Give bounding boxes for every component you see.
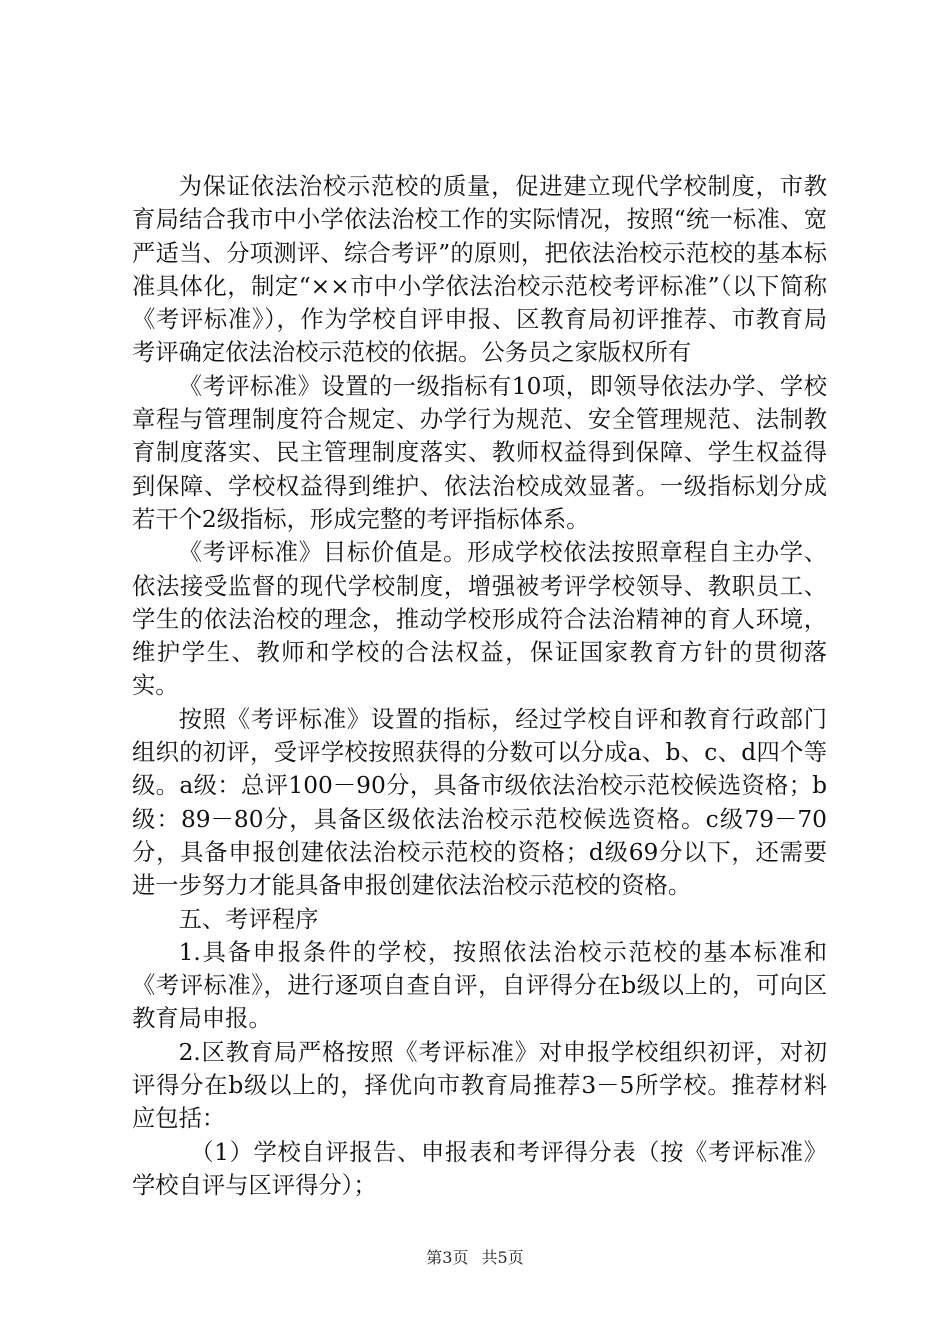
section-heading-procedure: 五、考评程序 xyxy=(178,905,319,933)
procedure-step-2: 2.区教育局严格按照《考评标准》对申报学校组织初评，对初评得分在b级以上的，择优向市教育局推荐3－5所学校。推荐材料应包括： xyxy=(132,1038,827,1133)
page-number: 第3页 xyxy=(426,1248,469,1267)
paragraph-target-value: 《考评标准》目标价值是。形成学校依法按照章程自主办学、依法接受监督的现代学校制度，增强被考评学校领导、教职员工、学生的依法治校的理念，推动学校形成符合法治精神的育人环境，维护学生、教师和学校的合法权益，保证国家教育方针的贯彻落实。 xyxy=(132,539,827,700)
procedure-material-1: （1）学校自评报告、申报表和考评得分表（按《考评标准》学校自评与区评得分）； xyxy=(132,1138,827,1199)
page-footer xyxy=(0,1245,950,1268)
page-total: 共5页 xyxy=(481,1248,524,1267)
document-body xyxy=(132,170,827,1202)
procedure-step-1: 1.具备申报条件的学校，按照依法治校示范校的基本标准和《考评标准》，进行逐项自查自评，自评得分在b级以上的，可向区教育局申报。 xyxy=(132,938,827,1033)
paragraph-intro: 为保证依法治校示范校的质量，促进建立现代学校制度，市教育局结合我市中小学依法治校工作的实际情况，按照“统一标准、宽严适当、分项测评、综合考评”的原则，把依法治校示范校的基本标准具体化，制定“××市中小学依法治校示范校考评标准”（以下简称《考评标准》），作为学校自评申报、区教育局初评推荐、市教育局考评确定依法治校示范校的依据。公务员之家版权所有 xyxy=(132,173,827,367)
paragraph-grading-levels: 按照《考评标准》设置的指标，经过学校自评和教育行政部门组织的初评，受评学校按照获得的分数可以分成a、b、c、d四个等级。a级：总评100－90分，具备市级依法治校示范校候选资格；b级：89－80分，具备区级依法治校示范校候选资格。c级79－70分，具备申报创建依法治校示范校的资格；d级69分以下，还需要进一步努力才能具备申报创建依法治校示范校的资格。 xyxy=(132,705,827,900)
paragraph-indicators: 《考评标准》设置的一级指标有10项，即领导依法办学、学校章程与管理制度符合规定、办学行为规范、安全管理规范、法制教育制度落实、民主管理制度落实、教师权益得到保障、学生权益得到保障、学校权益得到维护、依法治校成效显著。一级指标划分成若干个2级指标，形成完整的考评指标体系。 xyxy=(132,372,827,533)
